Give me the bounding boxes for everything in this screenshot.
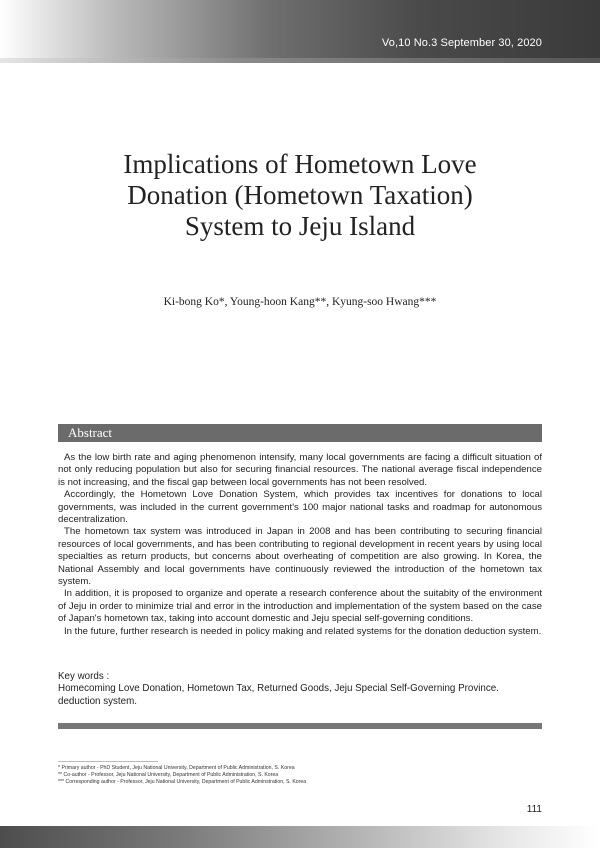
footer-band — [0, 826, 600, 848]
issue-label: Vo,10 No.3 September 30, 2020 — [381, 37, 542, 49]
abstract-paragraph: Accordingly, the Hometown Love Donation System, which provides tax incentives for donations to local governments, was included in the current government's 100 major national tasks and roadmap for autonomous decentralization. — [58, 489, 542, 526]
footnote-divider — [58, 761, 158, 762]
section-divider — [58, 723, 542, 729]
abstract-paragraph: In addition, it is proposed to organize and operate a research conference about the suitabity of the environment of Jeju in order to minimize trial and error in the introduction and implementation of the system based on the case of Japan's hometown tax, taking into account domestic and Jeju special self-governing conditions. — [58, 588, 542, 625]
abstract-paragraph: In the future, further research is needed in policy making and related systems for the donation deduction system. — [64, 625, 542, 637]
title-line: Donation (Hometown Taxation) — [127, 180, 473, 210]
header-stripe — [0, 58, 600, 63]
keywords-text: Homecoming Love Donation, Hometown Tax, Returned Goods, Jeju Special Self-Governing Province. deduction system. — [58, 683, 499, 707]
footnotes — [58, 765, 542, 786]
abstract-paragraph: The hometown tax system was introduced in Japan in 2008 and has been contributing to securing financial resources of local governments, and has been contributing to regional development in recent years by using local specialties as return products, but concerns about overheating of competition are also growing. In Korea, the National Assembly and local governments have continuously reviewed the introduction of the hometown tax system. — [58, 526, 542, 588]
title-line: System to Jeju Island — [184, 211, 416, 241]
author-list: Ki-bong Ko*, Young-hoon Kang**, Kyung-soo Hwang*** — [163, 296, 437, 308]
footnote: *** Corresponding author - Professor, Jeju National University, Department of Public Adminstration, S. Korea — [58, 779, 307, 785]
header-band — [0, 0, 600, 60]
abstract-paragraph: As the low birth rate and aging phenomenon intensify, many local governments are facing a difficult situation of not only reducing population but also for securing financial resources. The national average fiscal independence is not increasing, and the fiscal gap between local governments has not been resolved. — [58, 452, 542, 488]
abstract-heading-bar — [58, 424, 542, 442]
title-line: Implications of Hometown Love — [123, 149, 477, 179]
abstract-body — [58, 452, 542, 638]
paper-title — [60, 149, 540, 242]
abstract-heading: Abstract — [68, 425, 113, 440]
footnote: ** Co-author - Professor, Jeju National University, Department of Public Administration, S. Korea — [58, 772, 279, 778]
footnote: * Primary author - PhD Student, Jeju National University, Department of Public Administration, S. Korea — [58, 765, 295, 771]
keywords-heading: Key words : — [58, 671, 110, 682]
keywords-section — [58, 671, 542, 708]
page-number: 111 — [526, 804, 542, 815]
